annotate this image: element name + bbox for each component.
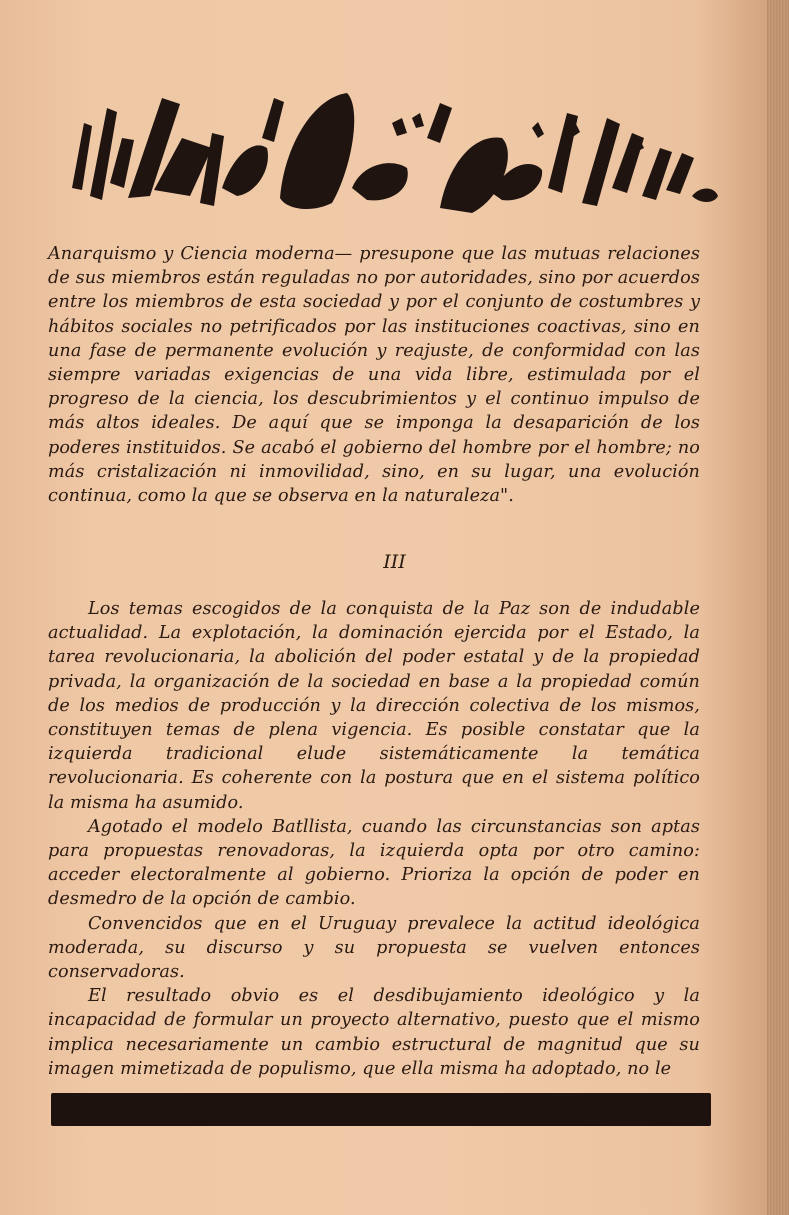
page-edge-stack [767, 0, 789, 1215]
section-body [48, 597, 700, 1081]
footer-black-bar [51, 1093, 711, 1126]
brush-stroke-title-icon [62, 78, 722, 228]
continuation-paragraph: Anarquismo y Ciencia moderna— presupone que las mutuas relaciones de sus miembros están reguladas no por autoridades, sino por acuerdos entre los miembros de esta sociedad y por el conjunto de costumbres y hábitos sociales no petrificados por las instituciones coactivas, sino en una fase de permanente evolución y reajuste, de conformidad con las siempre variadas exigencias de una vida libre, estimulada por el progreso de la ciencia, los descubrimientos y el continuo impulso de más altos ideales. De aquí que se imponga la desaparición de los poderes instituidos. Se acabó el gobierno del hombre por el hombre; no más cristalización ni inmovilidad, sino, en su lugar, una evolución continua, como la que se observa en la naturaleza". [48, 244, 700, 507]
continuation-paragraph-block [48, 242, 700, 508]
paragraph: Convencidos que en el Uruguay prevalece la actitud ideológica moderada, su discurso y su propuesta se vuelven entonces conservadoras. [48, 913, 700, 983]
paragraph: Los temas escogidos de la conquista de la Paz son de indudable actualidad. La explotación, la dominación ejercida por el Estado, la tarea revolucionaria, la abolición del poder estatal y de la propiedad privada, la organización de la sociedad en base a la propiedad común de los medios de producción y la dirección colectiva de los mismos, constituyen temas de plena vigencia. Es posible constatar que la izquierda tradicional elude sistemáticamente la temática revolucionaria. Es coherente con la postura que en el sistema político la misma ha asumido. [48, 599, 700, 813]
section-heading: III [383, 551, 406, 573]
paragraph: El resultado obvio es el desdibujamiento ideológico y la incapacidad de formular un proyecto alternativo, puesto que el mismo implica necesariamente un cambio estructural de magnitud que su imagen mimetizada de populismo, que ella misma ha adoptado, no le [48, 986, 700, 1079]
paragraph: Agotado el modelo Batllista, cuando las circunstancias son aptas para propuestas renovadoras, la izquierda opta por otro camino: acceder electoralmente al gobierno. Prioriza la opción de poder en desmedro de la opción de cambio. [48, 816, 700, 910]
